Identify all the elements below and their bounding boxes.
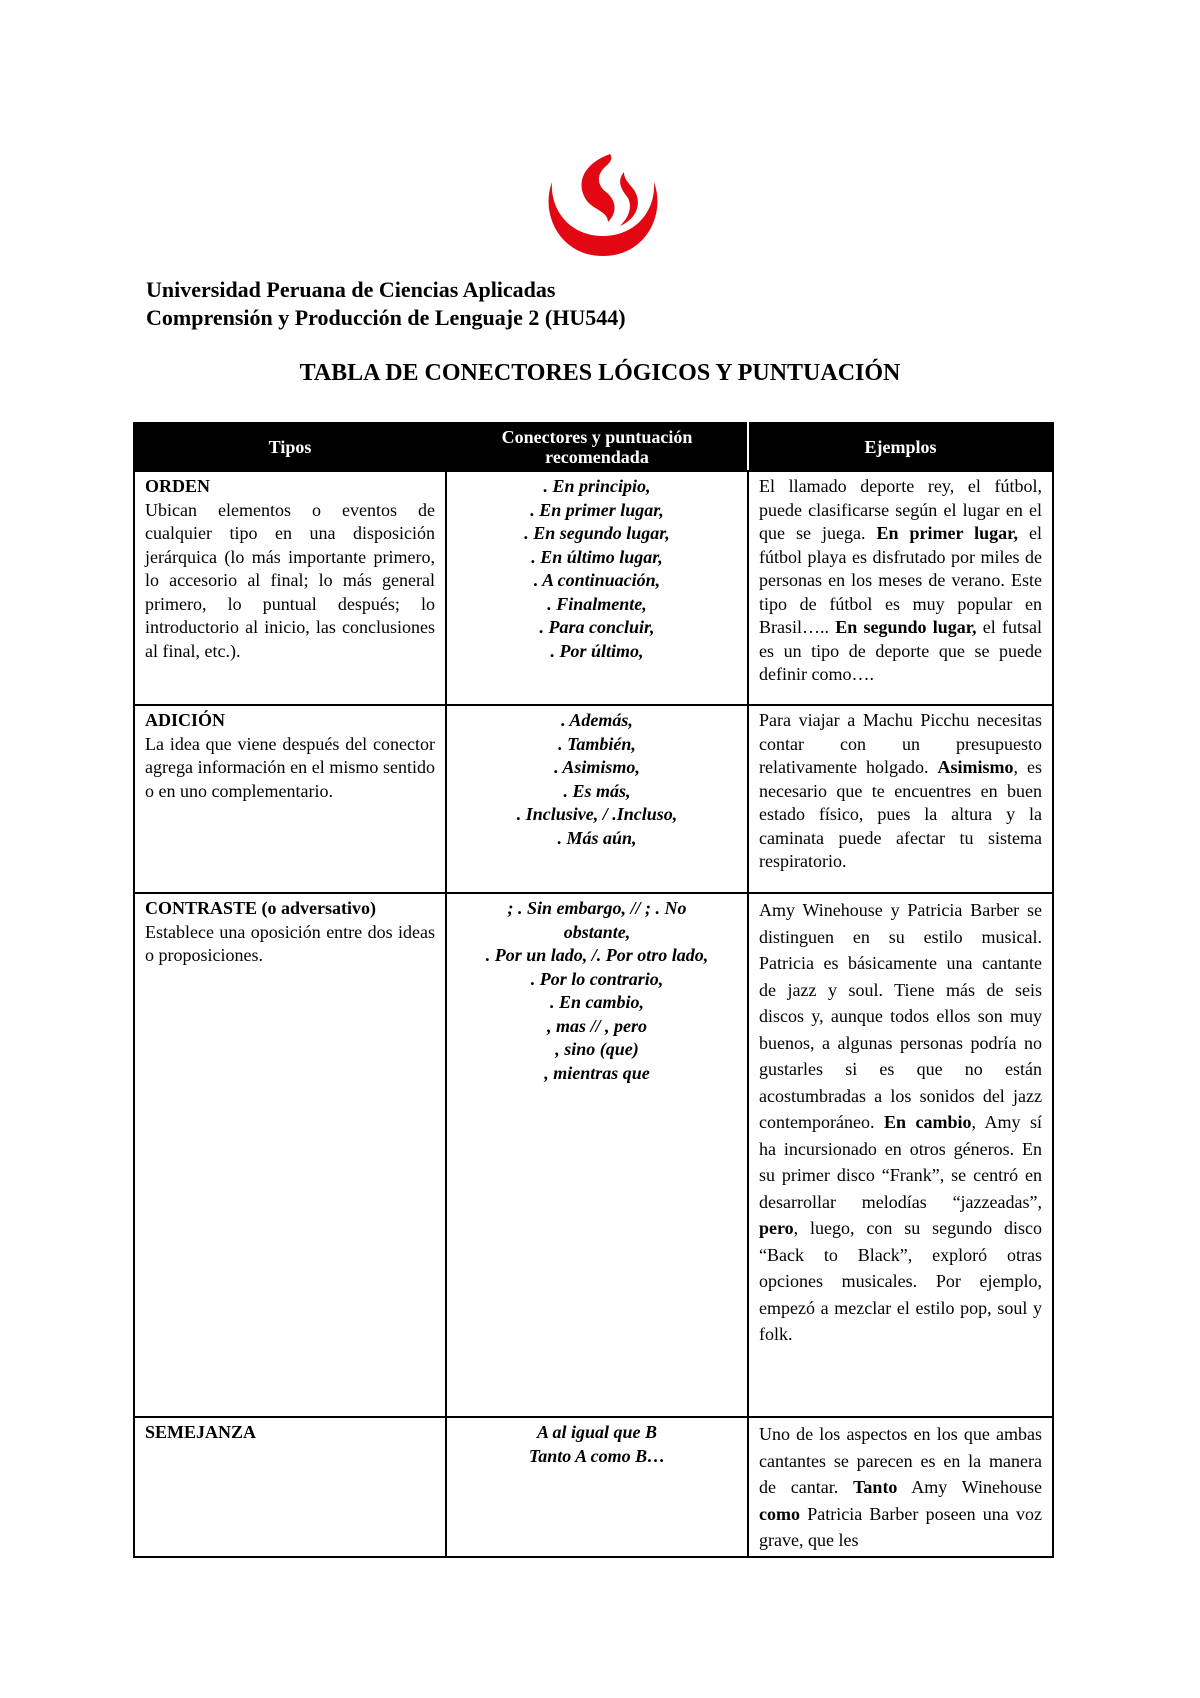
- example-cell: [748, 893, 1053, 1417]
- connector-item: . En segundo lugar,: [524, 523, 670, 543]
- type-cell: [134, 705, 446, 893]
- example-connector: Tanto: [853, 1477, 898, 1497]
- connector-item: . Por un lado, /. Por otro lado,: [485, 945, 709, 965]
- university-name: Universidad Peruana de Ciencias Aplicadas: [146, 277, 556, 302]
- connector-item: Tanto A como B…: [528, 1445, 666, 1466]
- type-description: Ubican elementos o eventos de cualquier tipo en una disposición jerárquica (lo más importante primero, lo accesorio al final; lo más general primero, lo puntual después; lo introductorio al inicio, las conclusiones al final, etc.).: [145, 499, 435, 661]
- table-row: [134, 705, 1053, 893]
- example-connector: pero: [759, 1218, 794, 1238]
- example-text: Amy Winehouse y Patricia Barber se distinguen en su estilo musical. Patricia es básicamente una cantante de jazz y soul. Tiene más de seis discos y, aunque todos ellos son muy buenos, a algunas personas podría no gustarles si es que no están acostumbradas a los sonidos del jazz contemporáneo.: [759, 900, 1042, 1132]
- upc-logo-icon: [538, 152, 668, 260]
- type-title: SEMEJANZA: [145, 1422, 257, 1442]
- type-description: Establece una oposición entre dos ideas o proposiciones.: [145, 921, 435, 965]
- type-cell: [134, 893, 446, 1417]
- type-cell: [134, 471, 446, 705]
- example-cell: [748, 705, 1053, 893]
- connector-item: . Además,: [561, 710, 633, 730]
- logo-flame: [582, 154, 615, 222]
- connector-item: , sino (que): [555, 1039, 639, 1059]
- example-connector: En primer lugar,: [876, 523, 1019, 543]
- connector-item: . Asimismo,: [554, 757, 640, 777]
- connector-item: . También,: [558, 733, 636, 754]
- example-text: Amy Winehouse: [897, 1477, 1042, 1497]
- connector-item: . Por lo contrario,: [530, 968, 664, 989]
- example-text: Patricia Barber poseen una voz grave, que les: [759, 1503, 1042, 1550]
- header-conectores: Conectores y puntuación recomendada: [446, 423, 748, 471]
- table-header-row: [134, 423, 1053, 471]
- connector-item: obstante,: [563, 921, 631, 942]
- example-text: , luego, con su segundo disco “Back to Black”, exploró otras opciones musicales. Por ejemplo, empezó a mezclar el estilo pop, soul y folk.: [759, 1218, 1042, 1344]
- table-row: [134, 471, 1053, 705]
- example-text: El llamado deporte rey, el fútbol, puede clasificarse según el lugar en el que se juega.: [759, 476, 1042, 543]
- document-title: TABLA DE CONECTORES LÓGICOS Y PUNTUACIÓN: [299, 360, 901, 386]
- connector-item: . Para concluir,: [539, 617, 655, 637]
- logo-flame-inner: [620, 172, 638, 226]
- example-connector: En segundo lugar,: [835, 617, 977, 637]
- example-text: , es necesario que te encuentres en buen estado físico, pues la altura y la caminata puede afectar tu sistema respiratorio.: [759, 757, 1042, 871]
- course-name: Comprensión y Producción de Lenguaje 2 (HU544): [146, 305, 626, 330]
- example-text: Uno de los aspectos en los que ambas cantantes se parecen es en la manera de cantar.: [759, 1424, 1042, 1497]
- header-tipos: Tipos: [134, 423, 446, 471]
- connector-item: , mientras que: [544, 1062, 650, 1083]
- example-cell: [748, 1417, 1053, 1557]
- example-text: el futsal es un tipo de deporte que se puede definir como….: [759, 617, 1042, 684]
- example-cell: [748, 471, 1053, 705]
- table-row: [134, 1417, 1053, 1557]
- connectors-cell: [446, 1417, 748, 1557]
- connector-item: . Finalmente,: [547, 593, 647, 614]
- connector-item: . A continuación,: [533, 570, 661, 590]
- example-text: , Amy sí ha incursionado en otros géneros. En su primer disco “Frank”, se centró en desarrollar melodías “jazzeadas”,: [759, 1112, 1043, 1212]
- connector-item: . Inclusive, / .Incluso,: [516, 804, 678, 824]
- connector-item: . Por último,: [550, 640, 644, 661]
- connectors-cell: [446, 705, 748, 893]
- connectors-cell: [446, 893, 748, 1417]
- connector-item: . En último lugar,: [531, 546, 663, 567]
- connectors-table: [133, 422, 1054, 1558]
- type-title: ORDEN: [145, 476, 211, 496]
- type-title: CONTRASTE (o adversativo): [145, 898, 377, 918]
- example-text: Para viajar a Machu Picchu necesitas contar con un presupuesto relativamente holgado.: [759, 710, 1042, 777]
- type-title: ADICIÓN: [145, 710, 226, 730]
- header-ejemplos: Ejemplos: [748, 423, 1053, 471]
- connector-item: . En cambio,: [549, 992, 644, 1012]
- type-description: La idea que viene después del conector agrega información en el mismo sentido o en uno complementario.: [145, 733, 435, 801]
- connector-item: A al igual que B: [536, 1422, 658, 1442]
- connector-item: . Es más,: [563, 780, 631, 801]
- example-connector: En cambio: [883, 1112, 972, 1132]
- table-row: [134, 893, 1053, 1417]
- connector-item: . En primer lugar,: [530, 499, 664, 520]
- example-connector: Asimismo: [937, 757, 1014, 777]
- connector-item: ; . Sin embargo, // ; . No: [507, 898, 687, 918]
- connectors-cell: [446, 471, 748, 705]
- connector-item: , mas // , pero: [546, 1015, 647, 1036]
- type-cell: [134, 1417, 446, 1557]
- example-text: el fútbol playa es disfrutado por miles de personas en los meses de verano. Este tipo de fútbol es muy popular en Brasil…..: [759, 523, 1043, 637]
- connector-item: . En principio,: [543, 476, 651, 496]
- example-connector: como: [759, 1503, 800, 1524]
- connector-item: . Más aún,: [557, 827, 637, 848]
